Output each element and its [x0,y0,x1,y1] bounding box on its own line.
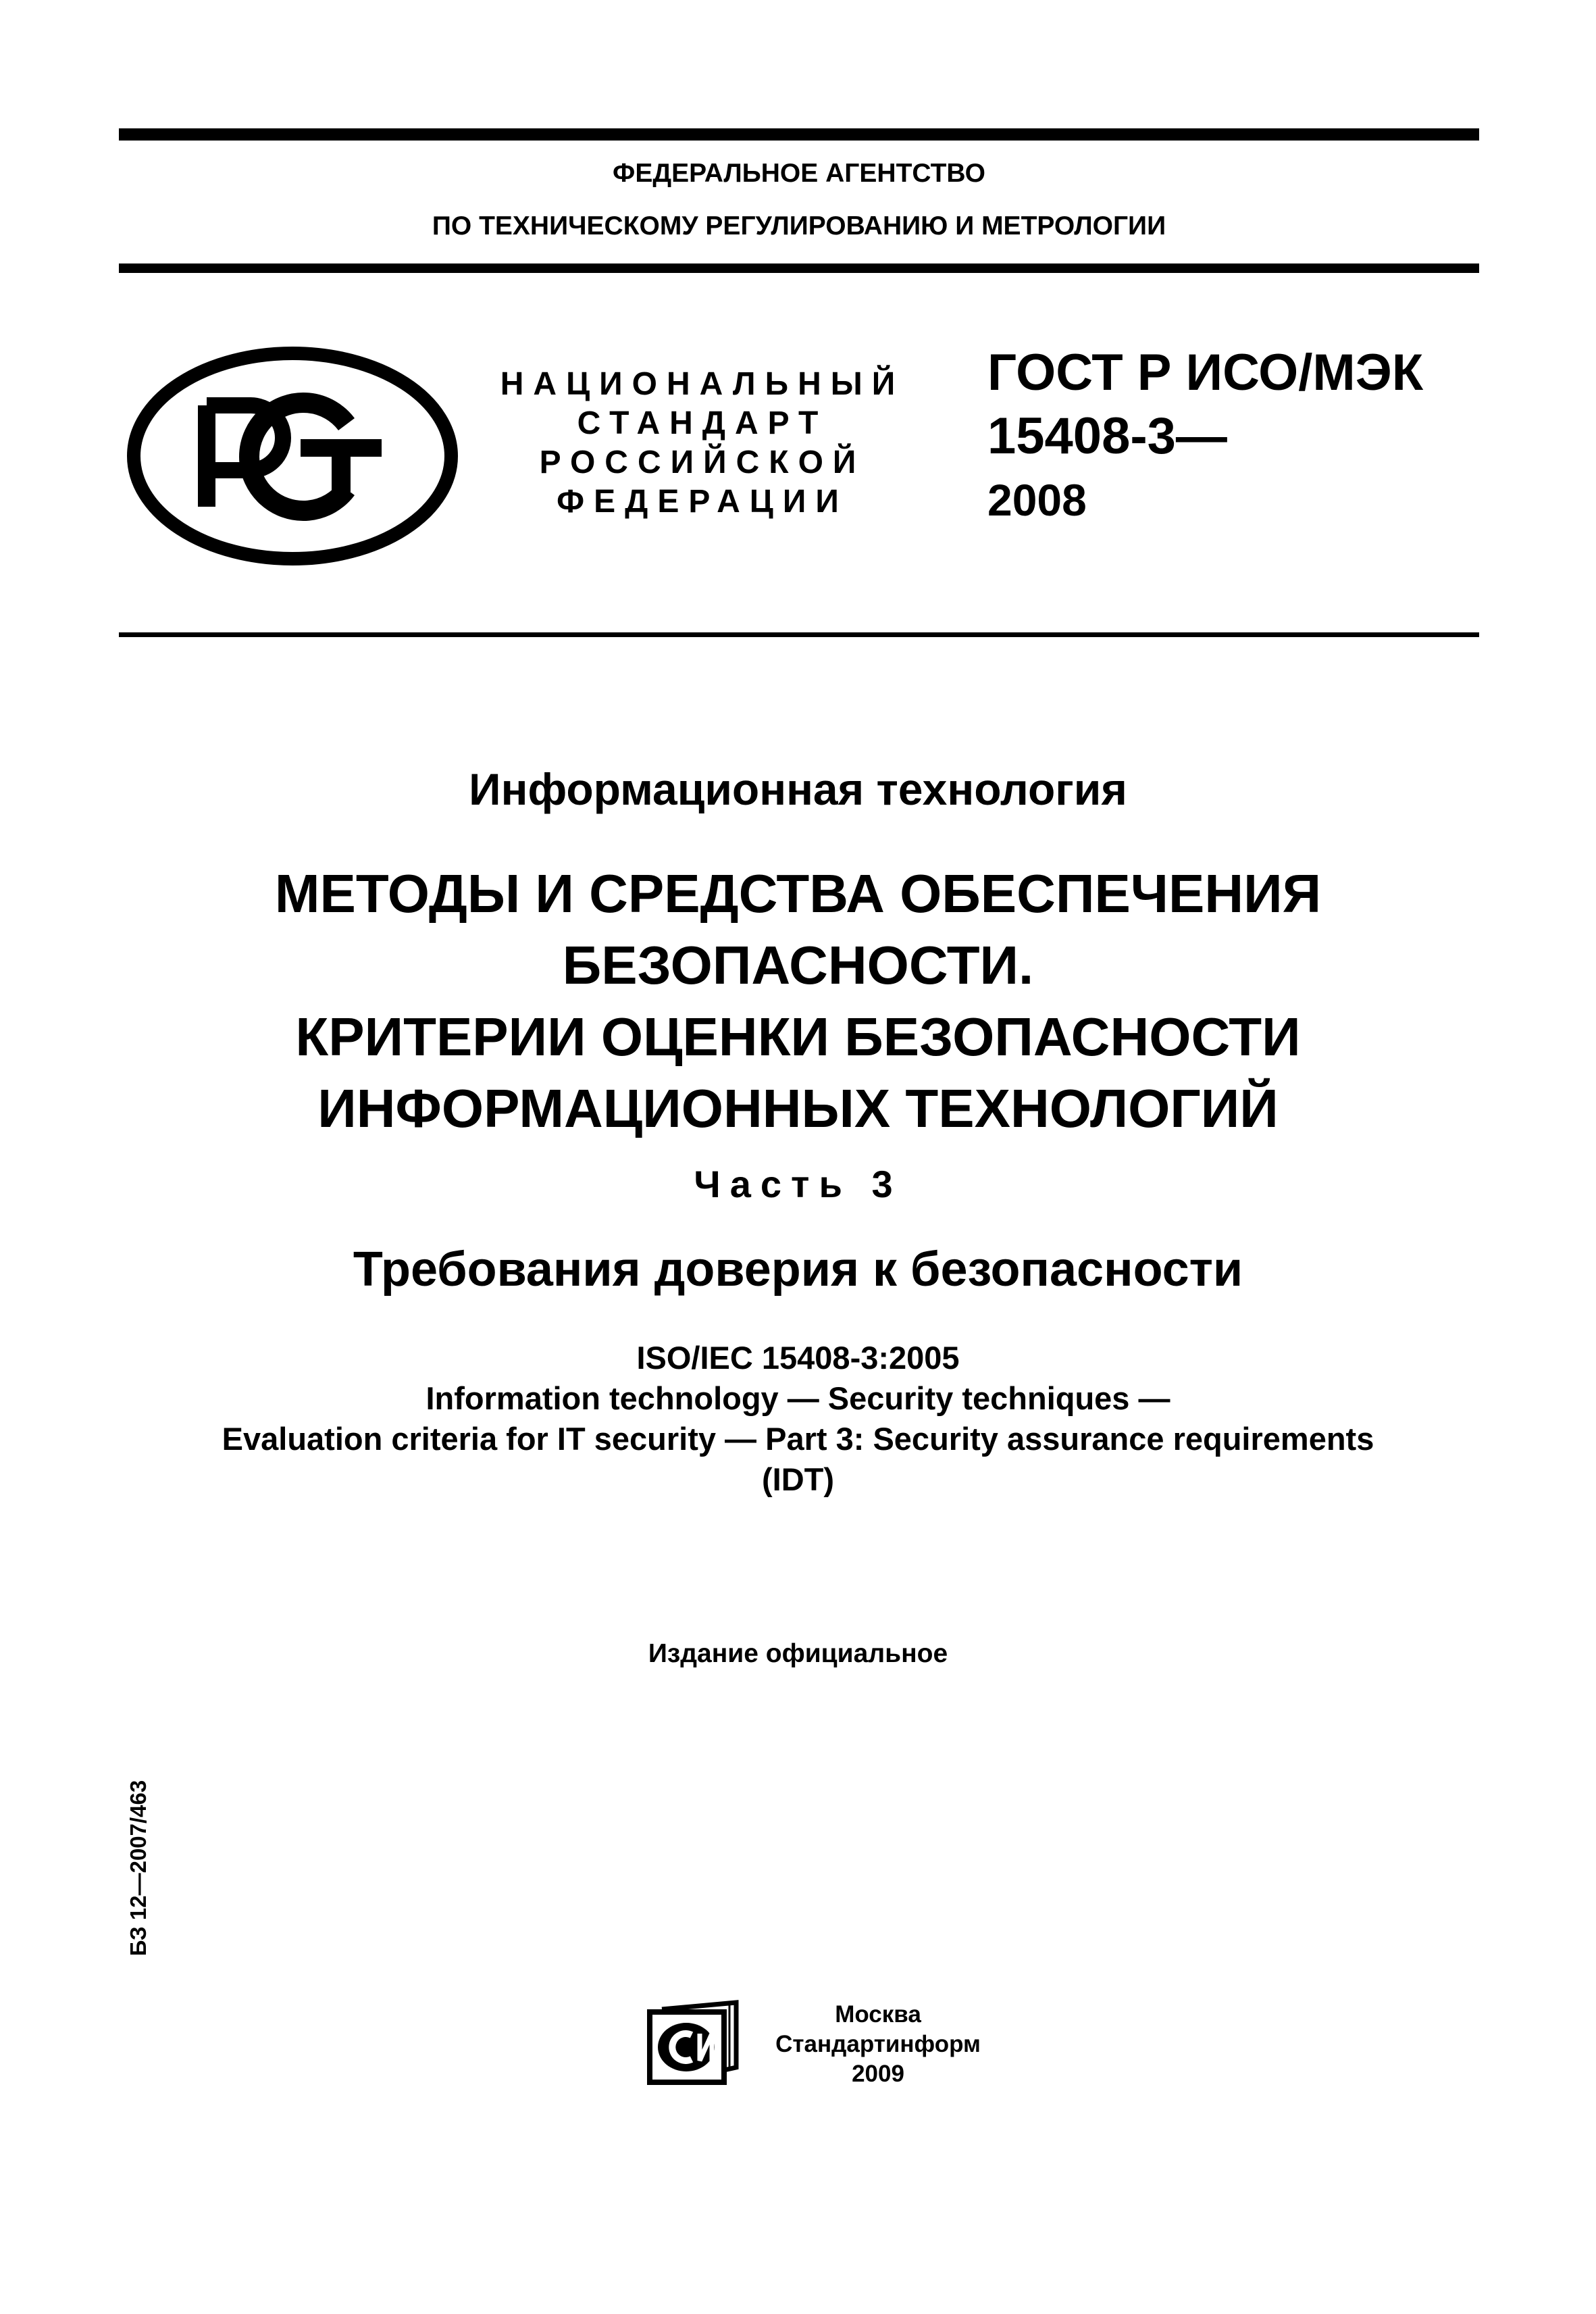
main-title-line-3: КРИТЕРИИ ОЦЕНКИ БЕЗОПАСНОСТИ [295,1007,1301,1067]
designation-line-1: ГОСТ Р ИСО/МЭК [987,344,1424,401]
national-standard-label [459,365,946,522]
part-subtitle: Требования доверия к безопасности [353,1242,1243,1297]
national-line-1: НАЦИОНАЛЬНЫЙ [500,366,905,402]
part-number: Часть 3 [694,1163,902,1205]
national-line-4: ФЕДЕРАЦИИ [557,484,848,520]
main-title-line-4: ИНФОРМАЦИОННЫХ ТЕХНОЛОГИЙ [317,1078,1279,1138]
national-line-2: СТАНДАРТ [577,405,828,441]
iso-line-1: ISO/IEC 15408-3:2005 [636,1340,960,1376]
main-title-line-2: БЕЗОПАСНОСТИ. [562,935,1034,995]
standartinform-logo-icon [642,2000,743,2088]
designation-line-2: 15408-3— [987,407,1227,465]
header-bottom-rule [119,263,1479,273]
agency-line-1: ФЕДЕРАЛЬНОЕ АГЕНТСТВО [613,159,985,188]
edition-label: Издание официальное [648,1639,948,1668]
main-title-line-1: МЕТОДЫ И СРЕДСТВА ОБЕСПЕЧЕНИЯ [274,863,1322,924]
agency-line-2: ПО ТЕХНИЧЕСКОМУ РЕГУЛИРОВАНИЮ И МЕТРОЛОГИИ [432,211,1166,241]
iso-line-4: (IDT) [761,1461,834,1497]
rst-certification-mark-icon [124,345,461,568]
publisher-year: 2009 [852,2061,904,2087]
standard-designation [987,341,1423,532]
general-title: Информационная технология [469,764,1127,814]
iso-line-2: Information technology — Security techniques — [426,1380,1170,1416]
title-block-rule [119,632,1479,637]
iso-line-3: Evaluation criteria for IT security — Part 3: Security assurance requirements [222,1421,1374,1457]
side-code: БЗ 12—2007/463 [126,1780,151,1957]
publisher-city: Москва [835,2001,921,2028]
publisher-block [750,2000,1006,2089]
national-line-3: РОССИЙСКОЙ [539,445,866,480]
main-title [0,858,1596,1145]
agency-header [119,147,1479,253]
top-thick-rule [119,128,1479,141]
iso-reference [0,1338,1596,1500]
publisher-name: Стандартинформ [775,2031,981,2057]
designation-line-3: 2008 [987,475,1087,525]
